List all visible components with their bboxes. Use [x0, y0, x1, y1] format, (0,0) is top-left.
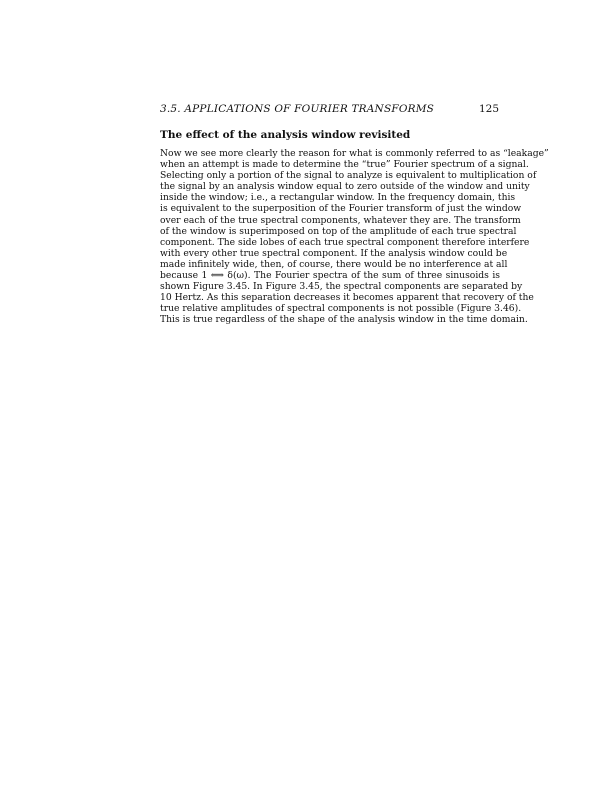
running-header — [160, 101, 500, 117]
paragraph-line: true relative amplitudes of spectral components is not possible (Figure 3.46). — [160, 303, 522, 315]
body-paragraph — [160, 148, 549, 326]
paragraph-line: of the window is superimposed on top of the amplitude of each true spectral — [160, 225, 517, 237]
paragraph-line: with every other true spectral component. If the analysis window could be — [160, 247, 508, 259]
paragraph-line: component. The side lobes of each true spectral component therefore interfere — [160, 236, 530, 248]
paragraph-line: the signal by an analysis window equal to zero outside of the window and unity — [160, 181, 530, 193]
paragraph-line: over each of the true spectral components, whatever they are. The transform — [160, 214, 521, 226]
paragraph-line: when an attempt is made to determine the “true” Fourier spectrum of a signal. — [160, 159, 529, 171]
running-title: 3.5. APPLICATIONS OF FOURIER TRANSFORMS — [160, 103, 435, 115]
paragraph-line: Selecting only a portion of the signal to analyze is equivalent to multiplication of — [160, 170, 537, 182]
section-heading: The effect of the analysis window revisited — [160, 129, 411, 141]
paragraph-line: shown Figure 3.45. In Figure 3.45, the spectral components are separated by — [160, 281, 523, 293]
paragraph-line: is equivalent to the superposition of the Fourier transform of just the window — [160, 203, 522, 215]
paragraph-line: made infinitely wide, then, of course, there would be no interference at all — [160, 258, 508, 270]
paragraph-line: Now we see more clearly the reason for what is commonly referred to as “leakage” — [160, 148, 549, 159]
paragraph-line: This is true regardless of the shape of the analysis window in the time domain. — [160, 314, 528, 326]
paragraph-line: 10 Hertz. As this separation decreases it becomes apparent that recovery of the — [160, 292, 534, 304]
paragraph-line: because 1 ⟺ δ(ω). The Fourier spectra of the sum of three sinusoids is — [160, 270, 500, 282]
page-number: 125 — [478, 103, 499, 115]
paragraph-line: inside the window; i.e., a rectangular window. In the frequency domain, this — [160, 192, 516, 204]
